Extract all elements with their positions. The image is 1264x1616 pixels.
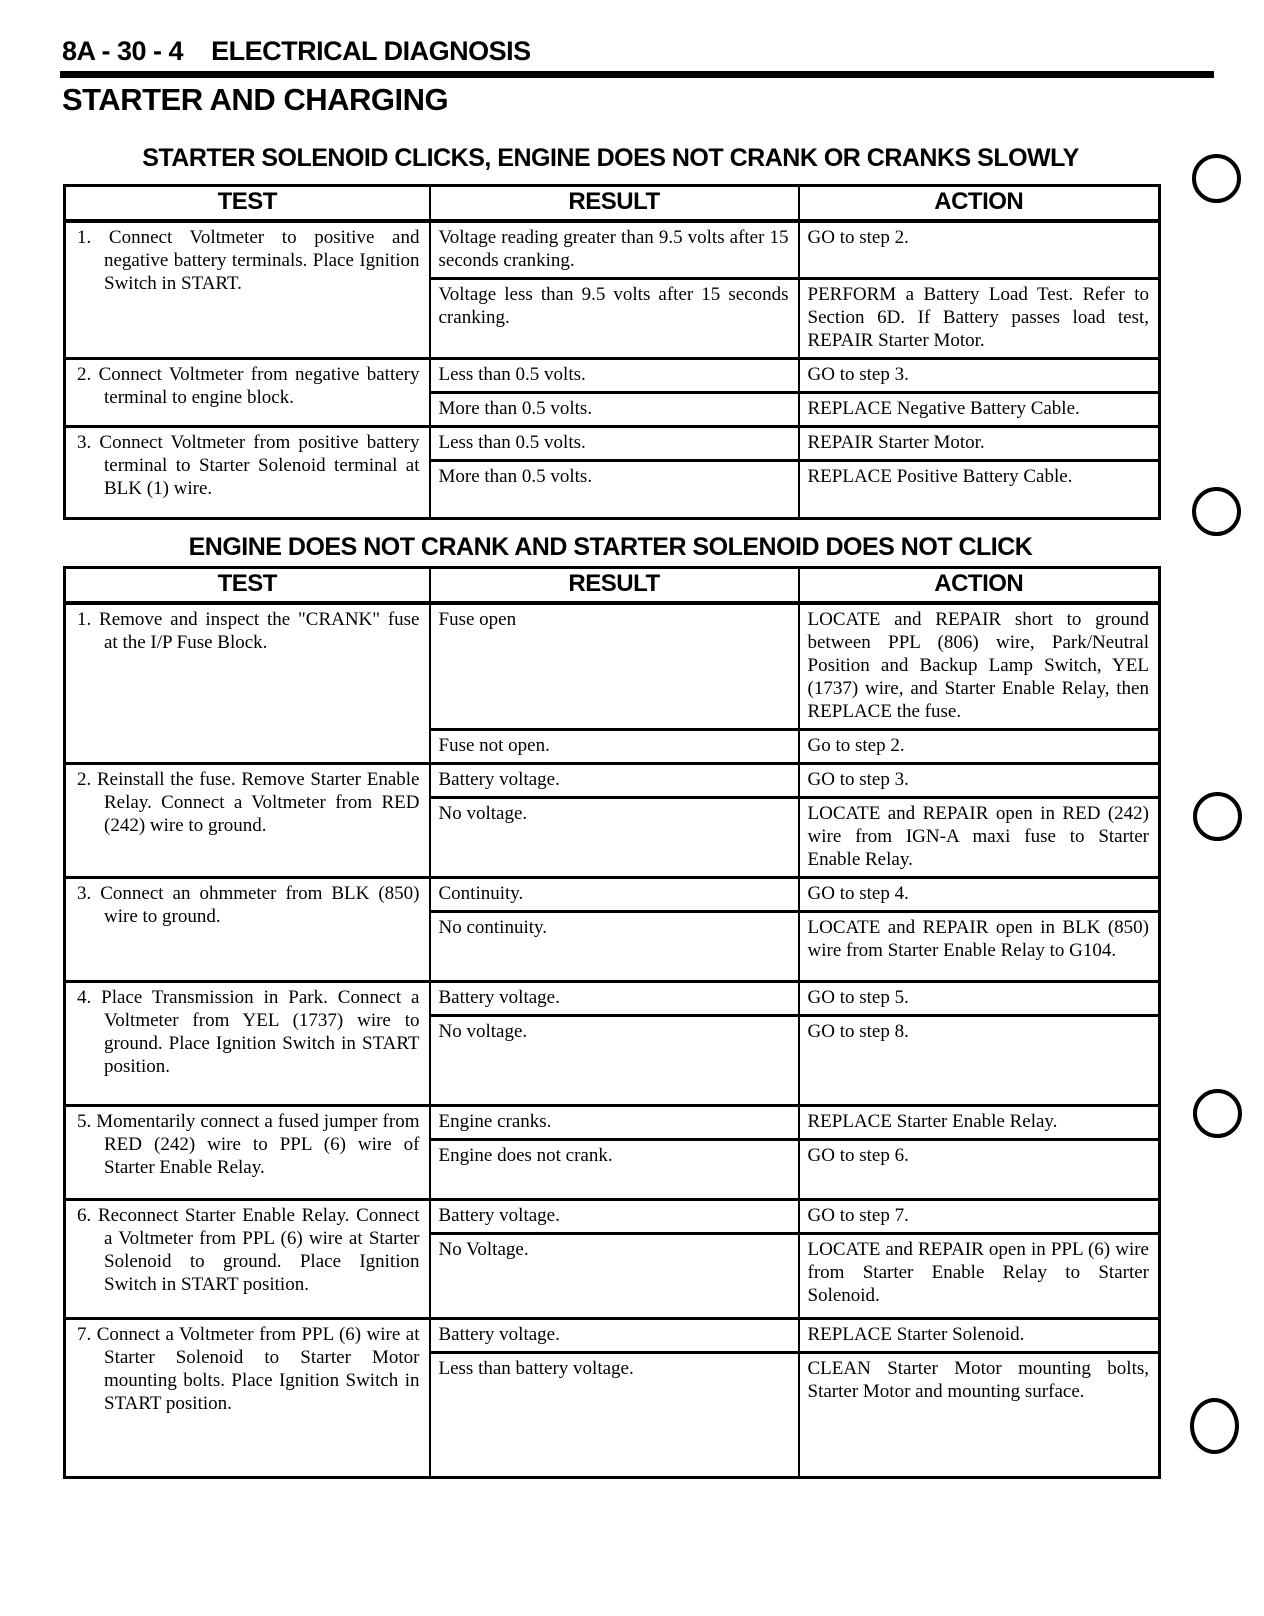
table-header-row [65,568,1160,604]
test-cell: 6. Reconnect Starter Enable Relay. Connect a Voltmeter from PPL (6) wire at Starter Solenoid to ground. Place Ignition Switch in START position. [65,1200,430,1319]
test-cell: 2. Connect Voltmeter from negative battery terminal to engine block. [65,359,430,427]
result-cell: Voltage less than 9.5 volts after 15 seconds cranking. [430,279,799,359]
table-row [65,764,1160,798]
action-cell: GO to step 4. [799,878,1160,912]
result-cell: More than 0.5 volts. [430,461,799,519]
table-header-row [65,186,1160,222]
action-cell: CLEAN Starter Motor mounting bolts, Starter Motor and mounting surface. [799,1353,1160,1478]
result-cell: Fuse open [430,603,799,730]
table-row [65,1319,1160,1353]
result-cell: Battery voltage. [430,1200,799,1234]
table-row [65,603,1160,730]
column-header-action: ACTION [799,186,1160,222]
action-cell: GO to step 6. [799,1140,1160,1200]
result-cell: Fuse not open. [430,730,799,764]
diagnosis-table-1 [63,184,1161,520]
table-row [65,359,1160,393]
test-cell: 2. Reinstall the fuse. Remove Starter Enable Relay. Connect a Voltmeter from RED (242) wire to ground. [65,764,430,878]
action-cell: REPLACE Negative Battery Cable. [799,393,1160,427]
action-cell: GO to step 7. [799,1200,1160,1234]
table-row [65,878,1160,912]
result-cell: Engine does not crank. [430,1140,799,1200]
table1-title: STARTER SOLENOID CLICKS, ENGINE DOES NOT CRANK OR CRANKS SLOWLY [142,144,1079,172]
punch-hole [1190,1398,1239,1454]
action-cell: GO to step 2. [799,221,1160,279]
test-cell: 1. Connect Voltmeter to positive and negative battery terminals. Place Ignition Switch in START. [65,221,430,359]
result-cell: Battery voltage. [430,764,799,798]
test-cell: 1. Remove and inspect the "CRANK" fuse at the I/P Fuse Block. [65,603,430,764]
action-cell: LOCATE and REPAIR open in PPL (6) wire from Starter Enable Relay to Starter Solenoid. [799,1234,1160,1319]
action-cell: PERFORM a Battery Load Test. Refer to Section 6D. If Battery passes load test, REPAIR Starter Motor. [799,279,1160,359]
table2-title: ENGINE DOES NOT CRANK AND STARTER SOLENOID DOES NOT CLICK [188,533,1033,561]
action-cell: LOCATE and REPAIR open in RED (242) wire from IGN-A maxi fuse to Starter Enable Relay. [799,798,1160,878]
punch-hole [1192,154,1241,203]
action-cell: GO to step 5. [799,982,1160,1016]
table-row [65,1200,1160,1234]
page-number: 8A - 30 - 4 [62,36,184,66]
test-cell: 3. Connect Voltmeter from positive battery terminal to Starter Solenoid terminal at BLK (1) wire. [65,427,430,519]
result-cell: Less than 0.5 volts. [430,359,799,393]
test-cell: 5. Momentarily connect a fused jumper from RED (242) wire to PPL (6) wire of Starter Enable Relay. [65,1106,430,1200]
action-cell: REPLACE Starter Solenoid. [799,1319,1160,1353]
chapter-title: ELECTRICAL DIAGNOSIS [211,36,531,66]
punch-hole [1193,1089,1242,1138]
result-cell: More than 0.5 volts. [430,393,799,427]
result-cell: No Voltage. [430,1234,799,1319]
test-cell: 7. Connect a Voltmeter from PPL (6) wire at Starter Solenoid to Starter Motor mounting bolts. Place Ignition Switch in START position. [65,1319,430,1478]
test-cell: 3. Connect an ohmmeter from BLK (850) wire to ground. [65,878,430,982]
section-title: STARTER AND CHARGING [62,82,449,117]
header-rule [60,71,1214,78]
table-row [65,982,1160,1016]
action-cell: LOCATE and REPAIR open in BLK (850) wire from Starter Enable Relay to G104. [799,912,1160,982]
action-cell: REPLACE Starter Enable Relay. [799,1106,1160,1140]
action-cell: Go to step 2. [799,730,1160,764]
action-cell: LOCATE and REPAIR short to ground between PPL (806) wire, Park/Neutral Position and Backup Lamp Switch, YEL (1737) wire, and Starter Enable Relay, then REPLACE the fuse. [799,603,1160,730]
test-cell: 4. Place Transmission in Park. Connect a Voltmeter from YEL (1737) wire to ground. Place Ignition Switch in START position. [65,982,430,1106]
page-header [62,36,531,67]
result-cell: Engine cranks. [430,1106,799,1140]
result-cell: No voltage. [430,798,799,878]
result-cell: Battery voltage. [430,982,799,1016]
action-cell: GO to step 3. [799,359,1160,393]
punch-hole [1192,487,1241,536]
action-cell: GO to step 3. [799,764,1160,798]
column-header-test: TEST [65,186,430,222]
table-row [65,427,1160,461]
column-header-result: RESULT [430,568,799,604]
result-cell: Battery voltage. [430,1319,799,1353]
column-header-action: ACTION [799,568,1160,604]
column-header-result: RESULT [430,186,799,222]
action-cell: GO to step 8. [799,1016,1160,1106]
result-cell: No voltage. [430,1016,799,1106]
result-cell: Voltage reading greater than 9.5 volts after 15 seconds cranking. [430,221,799,279]
diagnosis-table-2 [63,566,1161,1479]
punch-hole [1193,792,1242,841]
result-cell: Less than battery voltage. [430,1353,799,1478]
result-cell: No continuity. [430,912,799,982]
table-row [65,221,1160,279]
table-row [65,1106,1160,1140]
result-cell: Less than 0.5 volts. [430,427,799,461]
action-cell: REPAIR Starter Motor. [799,427,1160,461]
result-cell: Continuity. [430,878,799,912]
action-cell: REPLACE Positive Battery Cable. [799,461,1160,519]
column-header-test: TEST [65,568,430,604]
